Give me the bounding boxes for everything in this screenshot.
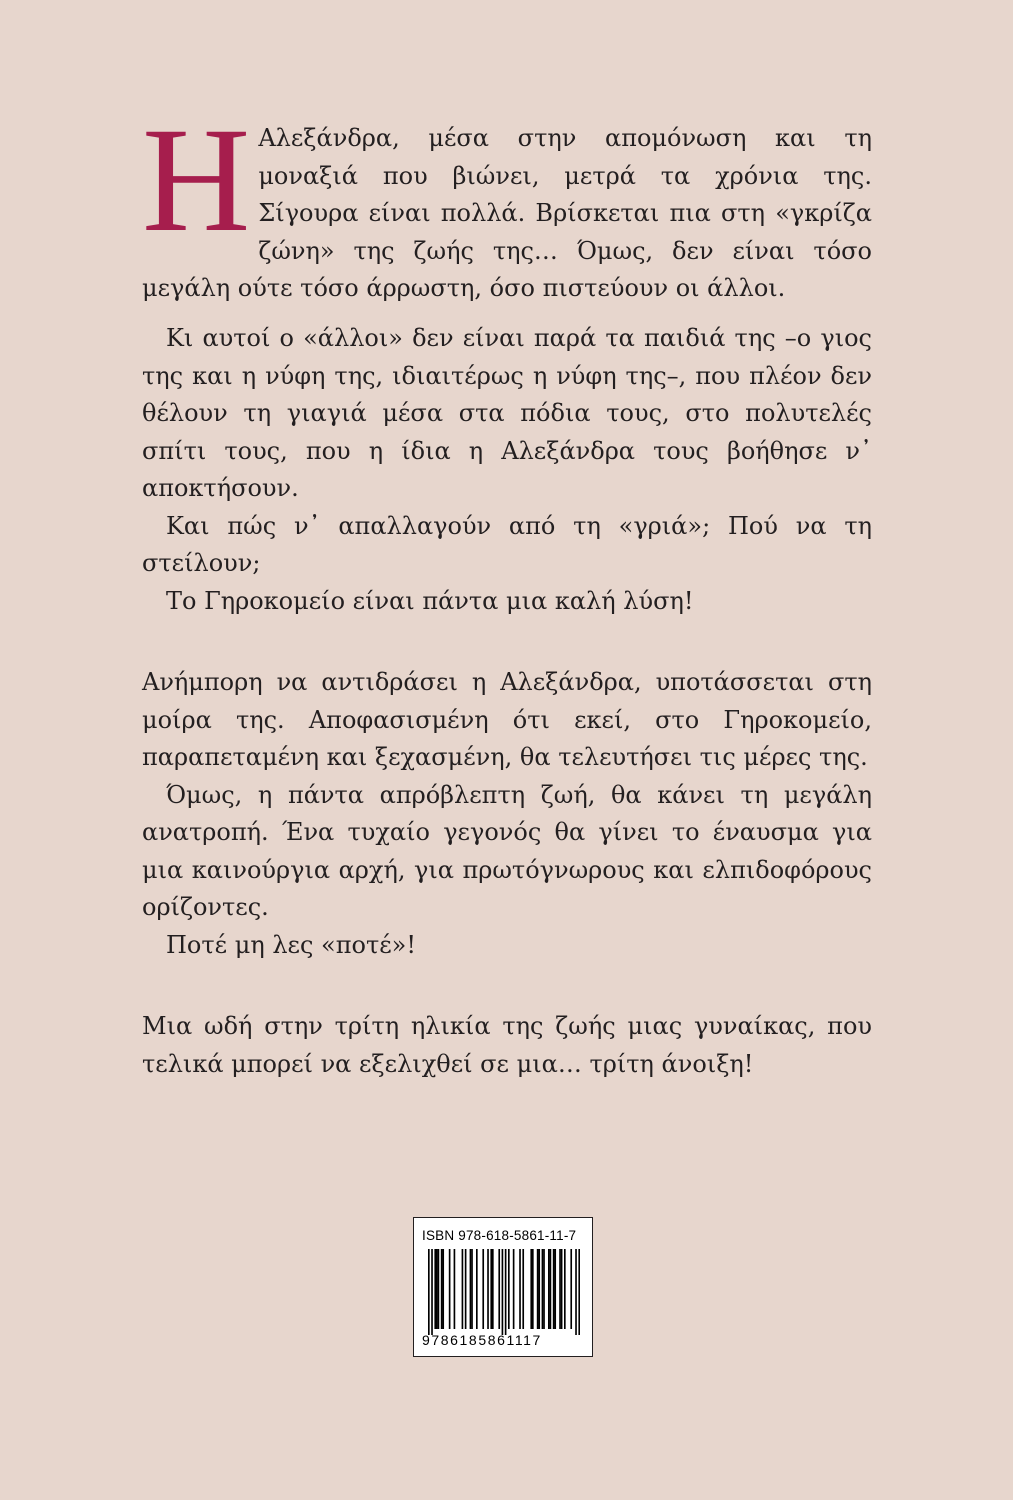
paragraph-6: Όμως, η πάντα απρόβλεπτη ζωή, θα κάνει τη μεγάλη ανατροπή. Ένα τυχαίο γεγονός θα γίνει το έναυσμα για μια καινούργια αρχή, για πρωτόγνωρους και ελπιδοφόρους ορίζοντες.: [142, 780, 872, 921]
barcode-bar: [498, 1249, 500, 1329]
barcode-bar: [492, 1249, 494, 1329]
barcode-bar: [548, 1249, 550, 1329]
barcode-bar: [532, 1249, 534, 1329]
barcode-bar: [570, 1249, 572, 1329]
barcode-bar: [542, 1249, 544, 1329]
paragraph-1: [142, 97, 872, 320]
barcode-bar: [449, 1249, 451, 1329]
barcode-bar: [561, 1249, 563, 1329]
barcode-bar: [508, 1249, 510, 1329]
paragraph-4: Το Γηροκομείο είναι πάντα μια καλή λύση!: [166, 586, 694, 615]
barcode-bar: [519, 1249, 521, 1329]
barcode-icon: [428, 1249, 580, 1335]
barcode-bar: [470, 1249, 472, 1329]
barcode-bar: [434, 1249, 436, 1329]
barcode-bar: [530, 1249, 532, 1329]
barcode-bar: [442, 1249, 444, 1329]
paragraph-2: Κι αυτοί ο «άλλοι» δεν είναι παρά τα παιδιά της –ο γιος της και η νύφη της, ιδιαιτέρως η νύφη της–, που πλέον δεν θέλουν τη γιαγιά μέσα στα πόδια τους, στο πολυτελές σπίτι τους, που η ίδια η Αλεξάνδρα τους βοήθησε ν᾽ αποκτήσουν.: [142, 324, 872, 502]
barcode-bar: [490, 1249, 492, 1329]
barcode-bar: [441, 1249, 443, 1329]
barcode-bar: [553, 1249, 555, 1329]
barcode-bar: [454, 1249, 456, 1329]
barcode-bar: [564, 1249, 566, 1329]
barcode-bar: [502, 1249, 504, 1335]
barcode-bar: [522, 1249, 524, 1329]
barcode-bar: [505, 1249, 507, 1335]
barcode-bar: [554, 1249, 556, 1329]
barcode-bar: [487, 1249, 489, 1329]
barcode-bar: [575, 1249, 577, 1335]
barcode-bar: [431, 1249, 433, 1335]
barcode-bar: [482, 1249, 484, 1329]
barcode-bar: [438, 1249, 440, 1329]
drop-cap: Η: [142, 97, 251, 263]
barcode-bar: [550, 1249, 552, 1329]
barcode-bar: [465, 1249, 467, 1329]
barcode-bar: [436, 1249, 438, 1329]
paragraph-7: Ποτέ μη λες «ποτέ»!: [166, 930, 416, 959]
barcode-bar: [538, 1249, 540, 1329]
back-cover-blurb: [142, 97, 872, 1083]
isbn-barcode-box: [413, 1217, 593, 1357]
barcode-bar: [462, 1249, 464, 1329]
barcode-bar: [476, 1249, 478, 1329]
barcode-digits: 9786185861117: [422, 1332, 542, 1348]
paragraph-3: Και πώς ν᾽ απαλλαγούν από τη «γριά»; Πού να τη στείλουν;: [142, 511, 872, 577]
barcode-bar: [513, 1249, 515, 1329]
isbn-label: ISBN 978-618-5861-11-7: [422, 1228, 577, 1243]
barcode-bar: [559, 1249, 561, 1329]
paragraph-1-text: Αλεξάνδρα, μέσα στην απομόνωση και τη μοναξιά που βιώνει, μετρά τα χρόνια της. Σίγουρα είναι πολλά. Βρίσκεται πια στη «γκρίζα ζώνη» της ζωής της… Όμως, δεν είναι τόσο μεγάλη ούτε τόσο άρρωστη, όσο πιστεύουν οι άλλοι.: [142, 124, 872, 302]
barcode-bar: [578, 1249, 580, 1335]
barcode-bar: [471, 1249, 473, 1329]
barcode-bar: [543, 1249, 545, 1329]
barcode-bar: [537, 1249, 539, 1329]
barcode-bar: [428, 1249, 430, 1335]
paragraph-5: Ανήμπορη να αντιδράσει η Αλεξάνδρα, υποτάσσεται στη μοίρα της. Αποφασισμένη ότι εκεί, στο Γηροκομείο, παραπεταμένη και ξεχασμένη, θα τελευτήσει τις μέρες της.: [142, 668, 872, 771]
paragraph-8: Μια ωδή στην τρίτη ηλικία της ζωής μιας γυναίκας, που τελικά μπορεί να εξελιχθεί σε μια… τρίτη άνοιξη!: [142, 1012, 872, 1078]
